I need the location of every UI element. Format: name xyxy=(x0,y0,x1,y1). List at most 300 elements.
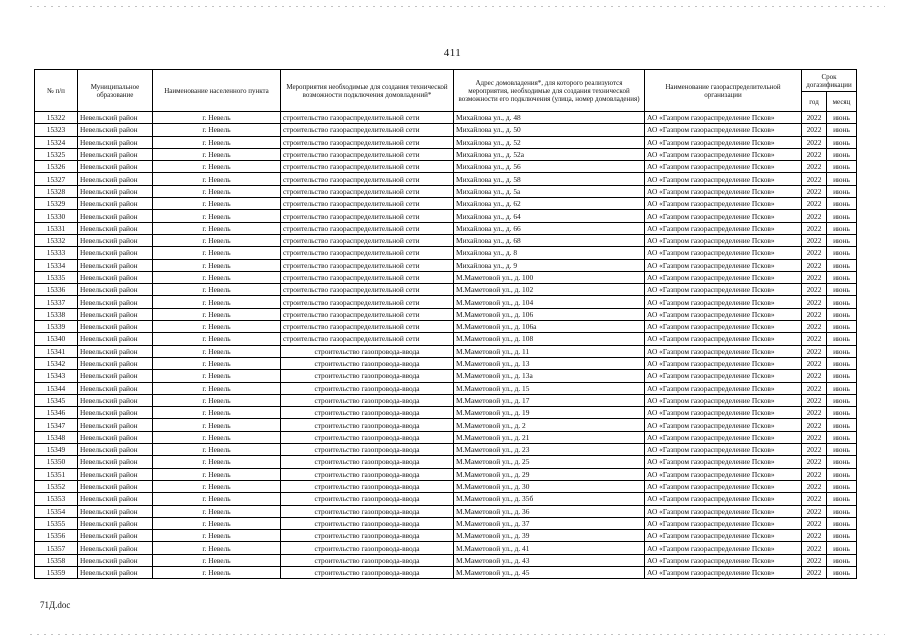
year-cell: 2022 xyxy=(802,198,827,210)
municipality-cell: Невельский район xyxy=(78,148,153,160)
settlement-cell: г. Невель xyxy=(153,308,281,320)
month-cell: июнь xyxy=(827,234,857,246)
org-cell: АО «Газпром газораспределение Псков» xyxy=(645,112,802,124)
address-cell: Михайлова ул., д. 68 xyxy=(454,234,645,246)
year-cell: 2022 xyxy=(802,554,827,566)
table-body xyxy=(35,112,857,579)
year-cell: 2022 xyxy=(802,333,827,345)
month-cell: июнь xyxy=(827,419,857,431)
address-cell: М.Маметовой ул., д. 2 xyxy=(454,419,645,431)
org-cell: АО «Газпром газораспределение Псков» xyxy=(645,493,802,505)
table-row xyxy=(35,382,857,394)
municipality-cell: Невельский район xyxy=(78,296,153,308)
year-cell: 2022 xyxy=(802,493,827,505)
year-cell: 2022 xyxy=(802,444,827,456)
table-row xyxy=(35,185,857,197)
table-row xyxy=(35,136,857,148)
address-cell: Михайлова ул., д. 56 xyxy=(454,161,645,173)
settlement-cell: г. Невель xyxy=(153,333,281,345)
address-cell: М.Маметовой ул., д. 21 xyxy=(454,431,645,443)
activity-cell: строительство газораспределительной сети xyxy=(281,173,454,185)
year-cell: 2022 xyxy=(802,112,827,124)
row-number-cell: 15326 xyxy=(35,161,78,173)
month-cell: июнь xyxy=(827,345,857,357)
municipality-cell: Невельский район xyxy=(78,345,153,357)
municipality-cell: Невельский район xyxy=(78,419,153,431)
row-number-cell: 15348 xyxy=(35,431,78,443)
municipality-cell: Невельский район xyxy=(78,444,153,456)
settlement-cell: г. Невель xyxy=(153,136,281,148)
year-cell: 2022 xyxy=(802,480,827,492)
month-cell: июнь xyxy=(827,124,857,136)
table-row xyxy=(35,284,857,296)
row-number-cell: 15350 xyxy=(35,456,78,468)
month-cell: июнь xyxy=(827,308,857,320)
org-cell: АО «Газпром газораспределение Псков» xyxy=(645,321,802,333)
address-cell: Михайлова ул., д. 8 xyxy=(454,247,645,259)
row-number-cell: 15332 xyxy=(35,234,78,246)
month-cell: июнь xyxy=(827,333,857,345)
org-cell: АО «Газпром газораспределение Псков» xyxy=(645,247,802,259)
activity-cell: строительство газопровода-ввода xyxy=(281,468,454,480)
month-cell: июнь xyxy=(827,554,857,566)
org-cell: АО «Газпром газораспределение Псков» xyxy=(645,136,802,148)
municipality-cell: Невельский район xyxy=(78,542,153,554)
municipality-cell: Невельский район xyxy=(78,407,153,419)
year-cell: 2022 xyxy=(802,161,827,173)
settlement-cell: г. Невель xyxy=(153,554,281,566)
activity-cell: строительство газопровода-ввода xyxy=(281,357,454,369)
org-cell: АО «Газпром газораспределение Псков» xyxy=(645,431,802,443)
address-cell: Михайлова ул., д. 9 xyxy=(454,259,645,271)
header-term: Срок догазификации xyxy=(802,70,857,92)
month-cell: июнь xyxy=(827,198,857,210)
month-cell: июнь xyxy=(827,296,857,308)
activity-cell: строительство газораспределительной сети xyxy=(281,222,454,234)
municipality-cell: Невельский район xyxy=(78,222,153,234)
municipality-cell: Невельский район xyxy=(78,185,153,197)
table-row xyxy=(35,124,857,136)
municipality-cell: Невельский район xyxy=(78,173,153,185)
row-number-cell: 15349 xyxy=(35,444,78,456)
activity-cell: строительство газопровода-ввода xyxy=(281,419,454,431)
table-row xyxy=(35,370,857,382)
year-cell: 2022 xyxy=(802,505,827,517)
row-number-cell: 15338 xyxy=(35,308,78,320)
org-cell: АО «Газпром газораспределение Псков» xyxy=(645,222,802,234)
month-cell: июнь xyxy=(827,247,857,259)
year-cell: 2022 xyxy=(802,222,827,234)
municipality-cell: Невельский район xyxy=(78,210,153,222)
address-cell: М.Маметовой ул., д. 36 xyxy=(454,505,645,517)
settlement-cell: г. Невель xyxy=(153,493,281,505)
year-cell: 2022 xyxy=(802,296,827,308)
activity-cell: строительство газораспределительной сети xyxy=(281,210,454,222)
table-row xyxy=(35,394,857,406)
table-row xyxy=(35,530,857,542)
municipality-cell: Невельский район xyxy=(78,517,153,529)
row-number-cell: 15356 xyxy=(35,530,78,542)
org-cell: АО «Газпром газораспределение Псков» xyxy=(645,345,802,357)
municipality-cell: Невельский район xyxy=(78,259,153,271)
settlement-cell: г. Невель xyxy=(153,431,281,443)
header-month: месяц xyxy=(827,92,857,112)
settlement-cell: г. Невель xyxy=(153,259,281,271)
activity-cell: строительство газораспределительной сети xyxy=(281,333,454,345)
table-row xyxy=(35,259,857,271)
year-cell: 2022 xyxy=(802,124,827,136)
org-cell: АО «Газпром газораспределение Псков» xyxy=(645,333,802,345)
gasification-table xyxy=(34,69,857,579)
month-cell: июнь xyxy=(827,173,857,185)
address-cell: М.Маметовой ул., д. 19 xyxy=(454,407,645,419)
row-number-cell: 15346 xyxy=(35,407,78,419)
table-row xyxy=(35,431,857,443)
address-cell: М.Маметовой ул., д. 23 xyxy=(454,444,645,456)
activity-cell: строительство газораспределительной сети xyxy=(281,247,454,259)
month-cell: июнь xyxy=(827,357,857,369)
settlement-cell: г. Невель xyxy=(153,505,281,517)
row-number-cell: 15347 xyxy=(35,419,78,431)
settlement-cell: г. Невель xyxy=(153,382,281,394)
settlement-cell: г. Невель xyxy=(153,566,281,578)
year-cell: 2022 xyxy=(802,136,827,148)
address-cell: М.Маметовой ул., д. 30 xyxy=(454,480,645,492)
table-row xyxy=(35,148,857,160)
year-cell: 2022 xyxy=(802,370,827,382)
row-number-cell: 15345 xyxy=(35,394,78,406)
row-number-cell: 15358 xyxy=(35,554,78,566)
org-cell: АО «Газпром газораспределение Псков» xyxy=(645,357,802,369)
address-cell: Михайлова ул., д. 66 xyxy=(454,222,645,234)
address-cell: М.Маметовой ул., д. 29 xyxy=(454,468,645,480)
month-cell: июнь xyxy=(827,468,857,480)
org-cell: АО «Газпром газораспределение Псков» xyxy=(645,185,802,197)
table-row xyxy=(35,333,857,345)
year-cell: 2022 xyxy=(802,345,827,357)
row-number-cell: 15355 xyxy=(35,517,78,529)
table-row xyxy=(35,247,857,259)
municipality-cell: Невельский район xyxy=(78,431,153,443)
year-cell: 2022 xyxy=(802,407,827,419)
address-cell: М.Маметовой ул., д. 25 xyxy=(454,456,645,468)
municipality-cell: Невельский район xyxy=(78,284,153,296)
table-header xyxy=(35,70,857,112)
row-number-cell: 15343 xyxy=(35,370,78,382)
activity-cell: строительство газопровода-ввода xyxy=(281,382,454,394)
settlement-cell: г. Невель xyxy=(153,407,281,419)
year-cell: 2022 xyxy=(802,259,827,271)
org-cell: АО «Газпром газораспределение Псков» xyxy=(645,124,802,136)
settlement-cell: г. Невель xyxy=(153,210,281,222)
activity-cell: строительство газораспределительной сети xyxy=(281,136,454,148)
year-cell: 2022 xyxy=(802,517,827,529)
row-number-cell: 15334 xyxy=(35,259,78,271)
table-row xyxy=(35,444,857,456)
activity-cell: строительство газопровода-ввода xyxy=(281,517,454,529)
org-cell: АО «Газпром газораспределение Псков» xyxy=(645,308,802,320)
header-org: Наименование газораспределительной организации xyxy=(645,70,802,112)
activity-cell: строительство газораспределительной сети xyxy=(281,296,454,308)
year-cell: 2022 xyxy=(802,308,827,320)
month-cell: июнь xyxy=(827,161,857,173)
org-cell: АО «Газпром газораспределение Псков» xyxy=(645,382,802,394)
org-cell: АО «Газпром газораспределение Псков» xyxy=(645,394,802,406)
activity-cell: строительство газораспределительной сети xyxy=(281,321,454,333)
address-cell: М.Маметовой ул., д. 41 xyxy=(454,542,645,554)
header-num: № п/п xyxy=(35,70,78,112)
activity-cell: строительство газопровода-ввода xyxy=(281,493,454,505)
address-cell: Михайлова ул., д. 5а xyxy=(454,185,645,197)
month-cell: июнь xyxy=(827,407,857,419)
table-row xyxy=(35,198,857,210)
activity-cell: строительство газопровода-ввода xyxy=(281,554,454,566)
address-cell: М.Маметовой ул., д. 106 xyxy=(454,308,645,320)
municipality-cell: Невельский район xyxy=(78,554,153,566)
activity-cell: строительство газораспределительной сети xyxy=(281,259,454,271)
header-address: Адрес домовладения*, для которого реализуются мероприятия, необходимые для создания технической возможности его подключения (улица, номер домовладения) xyxy=(454,70,645,112)
row-number-cell: 15352 xyxy=(35,480,78,492)
year-cell: 2022 xyxy=(802,271,827,283)
municipality-cell: Невельский район xyxy=(78,161,153,173)
settlement-cell: г. Невель xyxy=(153,222,281,234)
row-number-cell: 15328 xyxy=(35,185,78,197)
activity-cell: строительство газопровода-ввода xyxy=(281,505,454,517)
settlement-cell: г. Невель xyxy=(153,124,281,136)
address-cell: Михайлова ул., д. 50 xyxy=(454,124,645,136)
settlement-cell: г. Невель xyxy=(153,444,281,456)
settlement-cell: г. Невель xyxy=(153,234,281,246)
municipality-cell: Невельский район xyxy=(78,198,153,210)
org-cell: АО «Газпром газораспределение Псков» xyxy=(645,284,802,296)
municipality-cell: Невельский район xyxy=(78,493,153,505)
municipality-cell: Невельский район xyxy=(78,247,153,259)
address-cell: М.Маметовой ул., д. 106а xyxy=(454,321,645,333)
month-cell: июнь xyxy=(827,444,857,456)
month-cell: июнь xyxy=(827,259,857,271)
month-cell: июнь xyxy=(827,394,857,406)
table-row xyxy=(35,210,857,222)
month-cell: июнь xyxy=(827,136,857,148)
table-row xyxy=(35,271,857,283)
year-cell: 2022 xyxy=(802,419,827,431)
settlement-cell: г. Невель xyxy=(153,198,281,210)
settlement-cell: г. Невель xyxy=(153,468,281,480)
file-name: 71Д.doc xyxy=(40,600,71,610)
year-cell: 2022 xyxy=(802,357,827,369)
year-cell: 2022 xyxy=(802,542,827,554)
settlement-cell: г. Невель xyxy=(153,517,281,529)
activity-cell: строительство газораспределительной сети xyxy=(281,148,454,160)
month-cell: июнь xyxy=(827,222,857,234)
table-row xyxy=(35,456,857,468)
month-cell: июнь xyxy=(827,148,857,160)
year-cell: 2022 xyxy=(802,284,827,296)
activity-cell: строительство газораспределительной сети xyxy=(281,185,454,197)
org-cell: АО «Газпром газораспределение Псков» xyxy=(645,161,802,173)
activity-cell: строительство газораспределительной сети xyxy=(281,308,454,320)
year-cell: 2022 xyxy=(802,247,827,259)
address-cell: Михайлова ул., д. 52а xyxy=(454,148,645,160)
municipality-cell: Невельский район xyxy=(78,333,153,345)
month-cell: июнь xyxy=(827,517,857,529)
address-cell: М.Маметовой ул., д. 15 xyxy=(454,382,645,394)
table-row xyxy=(35,419,857,431)
year-cell: 2022 xyxy=(802,431,827,443)
row-number-cell: 15325 xyxy=(35,148,78,160)
settlement-cell: г. Невель xyxy=(153,357,281,369)
org-cell: АО «Газпром газораспределение Псков» xyxy=(645,468,802,480)
settlement-cell: г. Невель xyxy=(153,271,281,283)
settlement-cell: г. Невель xyxy=(153,321,281,333)
row-number-cell: 15359 xyxy=(35,566,78,578)
org-cell: АО «Газпром газораспределение Псков» xyxy=(645,530,802,542)
month-cell: июнь xyxy=(827,210,857,222)
activity-cell: строительство газопровода-ввода xyxy=(281,566,454,578)
row-number-cell: 15327 xyxy=(35,173,78,185)
month-cell: июнь xyxy=(827,370,857,382)
municipality-cell: Невельский район xyxy=(78,370,153,382)
address-cell: Михайлова ул., д. 62 xyxy=(454,198,645,210)
activity-cell: строительство газораспределительной сети xyxy=(281,161,454,173)
month-cell: июнь xyxy=(827,382,857,394)
activity-cell: строительство газопровода-ввода xyxy=(281,345,454,357)
settlement-cell: г. Невель xyxy=(153,148,281,160)
month-cell: июнь xyxy=(827,431,857,443)
settlement-cell: г. Невель xyxy=(153,394,281,406)
municipality-cell: Невельский район xyxy=(78,112,153,124)
org-cell: АО «Газпром газораспределение Псков» xyxy=(645,198,802,210)
org-cell: АО «Газпром газораспределение Псков» xyxy=(645,259,802,271)
scan-noise-top xyxy=(30,6,885,7)
year-cell: 2022 xyxy=(802,456,827,468)
activity-cell: строительство газопровода-ввода xyxy=(281,542,454,554)
municipality-cell: Невельский район xyxy=(78,394,153,406)
month-cell: июнь xyxy=(827,284,857,296)
address-cell: Михайлова ул., д. 48 xyxy=(454,112,645,124)
org-cell: АО «Газпром газораспределение Псков» xyxy=(645,370,802,382)
month-cell: июнь xyxy=(827,542,857,554)
org-cell: АО «Газпром газораспределение Псков» xyxy=(645,517,802,529)
table-row xyxy=(35,173,857,185)
row-number-cell: 15333 xyxy=(35,247,78,259)
settlement-cell: г. Невель xyxy=(153,480,281,492)
activity-cell: строительство газораспределительной сети xyxy=(281,124,454,136)
municipality-cell: Невельский район xyxy=(78,505,153,517)
settlement-cell: г. Невель xyxy=(153,530,281,542)
table-row xyxy=(35,345,857,357)
org-cell: АО «Газпром газораспределение Псков» xyxy=(645,148,802,160)
row-number-cell: 15353 xyxy=(35,493,78,505)
table-row xyxy=(35,480,857,492)
org-cell: АО «Газпром газораспределение Псков» xyxy=(645,234,802,246)
row-number-cell: 15324 xyxy=(35,136,78,148)
address-cell: М.Маметовой ул., д. 13а xyxy=(454,370,645,382)
settlement-cell: г. Невель xyxy=(153,456,281,468)
year-cell: 2022 xyxy=(802,530,827,542)
municipality-cell: Невельский район xyxy=(78,468,153,480)
settlement-cell: г. Невель xyxy=(153,284,281,296)
header-municipality: Муниципальное образование xyxy=(78,70,153,112)
activity-cell: строительство газопровода-ввода xyxy=(281,456,454,468)
month-cell: июнь xyxy=(827,505,857,517)
table-row xyxy=(35,234,857,246)
settlement-cell: г. Невель xyxy=(153,542,281,554)
address-cell: М.Маметовой ул., д. 104 xyxy=(454,296,645,308)
municipality-cell: Невельский район xyxy=(78,136,153,148)
address-cell: М.Маметовой ул., д. 13 xyxy=(454,357,645,369)
activity-cell: строительство газопровода-ввода xyxy=(281,407,454,419)
address-cell: М.Маметовой ул., д. 45 xyxy=(454,566,645,578)
row-number-cell: 15337 xyxy=(35,296,78,308)
month-cell: июнь xyxy=(827,530,857,542)
header-activity: Мероприятия необходимые для создания технической возможности подключения домовладений* xyxy=(281,70,454,112)
row-number-cell: 15331 xyxy=(35,222,78,234)
org-cell: АО «Газпром газораспределение Псков» xyxy=(645,407,802,419)
row-number-cell: 15339 xyxy=(35,321,78,333)
settlement-cell: г. Невель xyxy=(153,419,281,431)
settlement-cell: г. Невель xyxy=(153,161,281,173)
month-cell: июнь xyxy=(827,480,857,492)
activity-cell: строительство газораспределительной сети xyxy=(281,284,454,296)
table-row xyxy=(35,542,857,554)
settlement-cell: г. Невель xyxy=(153,370,281,382)
table-row xyxy=(35,308,857,320)
month-cell: июнь xyxy=(827,456,857,468)
address-cell: М.Маметовой ул., д. 35б xyxy=(454,493,645,505)
month-cell: июнь xyxy=(827,321,857,333)
org-cell: АО «Газпром газораспределение Псков» xyxy=(645,542,802,554)
address-cell: М.Маметовой ул., д. 11 xyxy=(454,345,645,357)
row-number-cell: 15351 xyxy=(35,468,78,480)
month-cell: июнь xyxy=(827,493,857,505)
address-cell: М.Маметовой ул., д. 39 xyxy=(454,530,645,542)
settlement-cell: г. Невель xyxy=(153,296,281,308)
year-cell: 2022 xyxy=(802,185,827,197)
year-cell: 2022 xyxy=(802,234,827,246)
table-row xyxy=(35,222,857,234)
table-row xyxy=(35,554,857,566)
year-cell: 2022 xyxy=(802,566,827,578)
year-cell: 2022 xyxy=(802,173,827,185)
row-number-cell: 15341 xyxy=(35,345,78,357)
municipality-cell: Невельский район xyxy=(78,530,153,542)
month-cell: июнь xyxy=(827,271,857,283)
month-cell: июнь xyxy=(827,112,857,124)
row-number-cell: 15335 xyxy=(35,271,78,283)
row-number-cell: 15342 xyxy=(35,357,78,369)
table-row xyxy=(35,321,857,333)
table-row xyxy=(35,296,857,308)
address-cell: М.Маметовой ул., д. 100 xyxy=(454,271,645,283)
municipality-cell: Невельский район xyxy=(78,271,153,283)
org-cell: АО «Газпром газораспределение Псков» xyxy=(645,554,802,566)
org-cell: АО «Газпром газораспределение Псков» xyxy=(645,419,802,431)
municipality-cell: Невельский район xyxy=(78,480,153,492)
year-cell: 2022 xyxy=(802,321,827,333)
activity-cell: строительство газопровода-ввода xyxy=(281,394,454,406)
table-row xyxy=(35,493,857,505)
header-settlement: Наименование населенного пункта xyxy=(153,70,281,112)
org-cell: АО «Газпром газораспределение Псков» xyxy=(645,480,802,492)
month-cell: июнь xyxy=(827,566,857,578)
settlement-cell: г. Невель xyxy=(153,247,281,259)
month-cell: июнь xyxy=(827,185,857,197)
address-cell: М.Маметовой ул., д. 37 xyxy=(454,517,645,529)
municipality-cell: Невельский район xyxy=(78,456,153,468)
year-cell: 2022 xyxy=(802,148,827,160)
municipality-cell: Невельский район xyxy=(78,124,153,136)
